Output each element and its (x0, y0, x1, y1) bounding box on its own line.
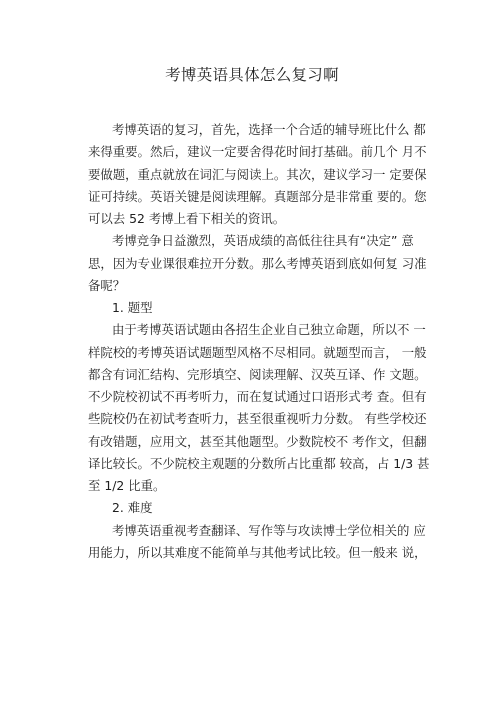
paragraph-line: 考博英语的复习，首先，选择一个合适的辅导班比什么 都 (112, 122, 426, 137)
paragraph-line: 证可持续。英语关键是阅读理解。真题部分是非常重 要的。您 (88, 188, 427, 204)
section-heading: 1. 题型 (112, 300, 153, 315)
document-body (88, 119, 433, 564)
paragraph-line: 考博竞争日益激烈，英语成绩的高低往往具有“决定” 意 (112, 233, 414, 249)
paragraph-line: 些院校仍在初试考查听力，甚至很重视听力分数。 有些学校还 (88, 411, 427, 427)
paragraph-line: 备呢？ (88, 277, 126, 293)
paragraph-line: 用能力，所以其难度不能简单与其他考试比较。但一般来 说， (88, 544, 427, 560)
paragraph-line: 要做题，重点就放在词汇与阅读上。其次，建议学习一 定要保 (88, 166, 427, 182)
paragraph-line: 思，因为专业课很难拉开分数。那么考博英语到底如何复 习准 (88, 255, 427, 271)
paragraph-line: 不少院校初试不再考听力，而在复试通过口语形式考 查。但有 (88, 389, 427, 404)
paragraph-line: 译比较长。不少院校主观题的分数所占比重都 较高，占 1/3 甚 (88, 455, 430, 471)
paragraph-line: 由于考博英语试题由各招生企业自己独立命题，所以不 一 (112, 322, 426, 338)
paragraph-line: 考博英语重视考查翻译、写作等与攻读博士学位相关的 应 (112, 522, 426, 538)
paragraph-line: 来得重要。然后，建议一定要舍得花时间打基础。前几个 月不 (88, 144, 427, 160)
document-title: 考博英语具体怎么复习啊 (165, 66, 339, 84)
paragraph-line: 样院校的考博英语试题题型风格不尽相同。就题型而言， 一般 (88, 344, 427, 360)
paragraph-line: 有改错题，应用文，甚至其他题型。少数院校不 考作文，但翻 (88, 433, 427, 449)
section-heading: 2. 难度 (112, 500, 153, 516)
paragraph-line: 可以去 52 考博上看下相关的资讯。 (88, 211, 286, 226)
paragraph-line: 都含有词汇结构、完形填空、阅读理解、汉英互译、作 文题。 (88, 366, 427, 382)
paragraph-line: 至 1/2 比重。 (88, 478, 166, 493)
